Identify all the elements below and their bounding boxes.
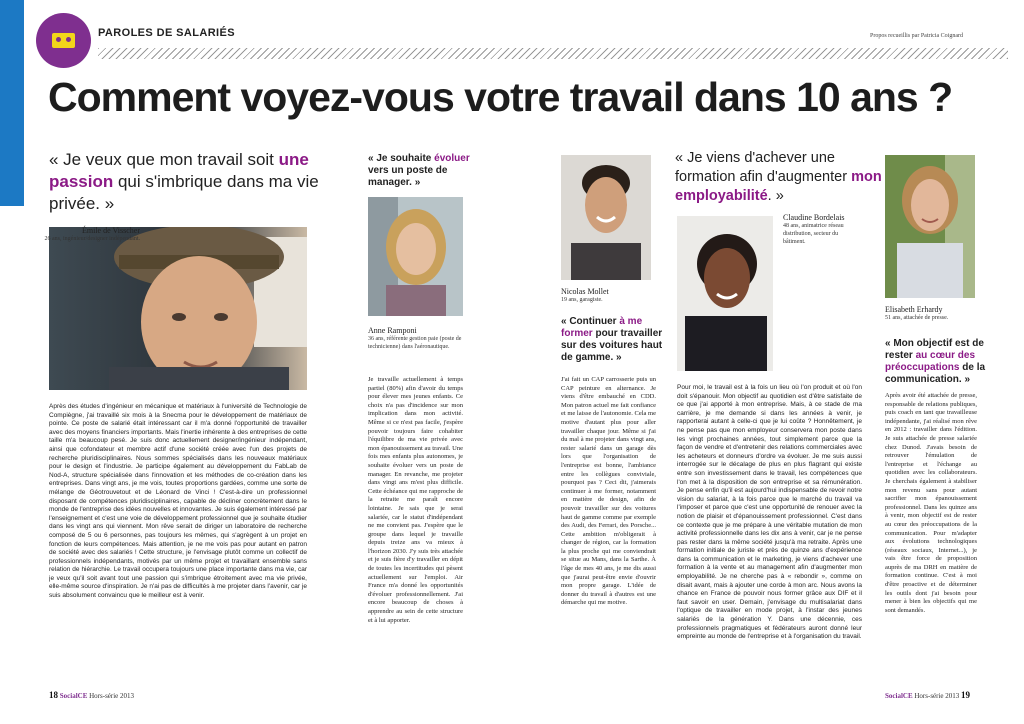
name-elisabeth: Elisabeth Erhardy (885, 305, 943, 314)
caption-emile (44, 226, 140, 243)
page-number-right: 19 (961, 690, 971, 700)
role-nicolas: 19 ans, garagiste. (561, 297, 603, 303)
caption-elisabeth (885, 305, 995, 322)
name-nicolas: Nicolas Mollet (561, 287, 609, 296)
quote-anne: « Je souhaite évoluer vers un poste de manager. » (368, 153, 470, 188)
name-emile: Émile de Visscher (81, 226, 140, 235)
credit-line: Propos recueillis par Patricia Coignard (870, 33, 963, 39)
photo-anne (368, 197, 463, 316)
caption-anne (368, 326, 478, 351)
quote-emile: « Je veux que mon travail soit une passion qui s'imbrique dans ma vie privée. » (49, 150, 319, 213)
section-badge (36, 13, 91, 68)
photo-nicolas (561, 155, 651, 280)
quote-nicolas: « Continuer à me former pour travailler sur des voitures haut de gamme. » (561, 316, 663, 363)
issue-right: Hors-série 2013 (914, 692, 960, 700)
footer-right (885, 690, 970, 700)
photo-claudine (677, 216, 773, 371)
cassette-icon (52, 33, 75, 48)
role-anne: 36 ans, référente gestion paie (poste de technicienne) dans l'aéronautique. (368, 336, 462, 350)
name-anne: Anne Ramponi (368, 326, 417, 335)
footer-left (49, 690, 134, 700)
name-claudine: Claudine Bordelais (783, 213, 845, 222)
brand-right: SocialCE (885, 692, 913, 700)
photo-emile (49, 227, 307, 390)
section-label: PAROLES DE SALARIÉS (98, 27, 235, 39)
role-elisabeth: 51 ans, attachée de presse. (885, 315, 949, 321)
quote-claudine: « Je viens d'achever une formation afin d'augmenter mon employabilité. » (675, 150, 882, 204)
issue-left: Hors-série 2013 (89, 692, 135, 700)
role-emile: 26 ans, ingénieur/designer indépendant. (44, 236, 140, 242)
body-anne: Je travaille actuellement à temps partiel (80%) afin d'avoir du temps pour élever mes jeunes enfants. Ce choix n'a pas d'incidence sur mon implication dans mon activité. Même si ce n'est pas facile, j'espère pouvoir toujours faire cohabiter l'équilibre de ma vie privée avec mon épanouissement au travail. Une fois mes enfants plus autonomes, je souhaite évoluer vers un poste de manager. En revanche, me projeter dans vingt ans m'est plus difficile. Cette échéance qui me rapproche de la retraite me paraît encore lointaine. Je sais que je serai salariée, car le statut d'indépendant ne me convient pas. J'espère que le groupe dans lequel je travaille depuis treize ans va mieux à l'horizon 2030. J'y suis très attachée et je suis fière d'y travailler en dépit de toutes les incertitudes qui pèsent actuellement sur l'emploi. Air France m'a donné les opportunités d'évoluer professionnellement. J'ai encore beaucoup de choses à apprendre au sein de cette structure et à lui apporter. (368, 376, 463, 624)
hatch-divider (98, 48, 1008, 59)
page-title: Comment voyez-vous votre travail dans 10 ans ? (48, 74, 953, 120)
quote-elisabeth: « Mon objectif est de rester au cœur des préoccupations de la communication. » (885, 338, 986, 385)
caption-nicolas (561, 287, 661, 304)
body-emile: Après des études d'ingénieur en mécanique et matériaux à l'université de Technologie de Compiègne, j'ai travaillé six mois à la Snecma pour le développement de matériaux de pointe. Ce poste de salarié était intéressant car il m'a donné l'opportunité de travailler avec des moyens financiers importants. Mais l'inertie inhérente à des entreprises de cette taille m'a beaucoup pesé. Je suis donc actuellement designer/ingénieur indépendant, ainsi que cofondateur et membre actif d'une société créée avec l'un des projets de recherche pluridisciplinaires. Nous sommes spécialisés dans les nouveaux matériaux pour le design et l'industrie. Je participe également au développement du FabLab de Nod-A, structure spécialisée dans l'innovation et les méthodes de co-création dans les entreprises. Dans vingt ans, je me vois, toutes proportions gardées, comme une sorte de mélange de Géotrouvetout et de Léonard de Vinci ! C'est-à-dire un professionnel disposant de compétences pluridisciplinaires, capable de décliner concrètement dans le monde de l'entreprise des idées nouvelles et innovantes. Je suis également intéressé par l'enseignement et c'est une voie de développement professionnel que je souhaite étudier dans les vingt ans qui viennent. Mon rêve serait de diriger un laboratoire de recherche composé de 5 ou 6 personnes, pas toujours les mêmes, qui s'agrègent à un projet en fonction de leurs compétences. Mais attention, je ne me vois pas pour autant en patron de société avec des salariés ! Cette structure, je l'envisage plutôt comme un collectif de professionnels indépendants, motivés par un même projet et travaillant ensemble sans relation de hiérarchie. Le travail occupera toujours une place importante dans ma vie, car je veux qu'il soit avant tout une passion qui s'imbrique étroitement avec ma vie privée, elle-même source d'inspiration. Je n'ai pas de difficultés à me projeter dans l'avenir, car je suis absolument convaincu que le meilleur est à venir. (49, 403, 307, 600)
body-elisabeth: Après avoir été attachée de presse, responsable de relations publiques, puis coach en tant que travailleuse indépendante, j'ai réalisé mon rêve en 2012 : travailler dans l'édition. Je suis attachée de presse salariée chez Dunod. J'avais besoin de retrouver l'émulation de l'entreprise et l'échange au quotidien avec les collaborateurs. Je cherchais également à stabiliser mon revenu sans pour autant sacrifier mon épanouissement professionnel. Dans les quinze ans à venir, mon objectif est de rester au cœur des préoccupations de la communication. Pour m'adapter aux évolutions technologiques (réseaux sociaux, Internet...), je vais être force de proposition auprès de ma DRH en matière de formation continue. C'est à moi d'être proactive et de déterminer les outils dont j'ai besoin pour mener à bien les objectifs qui me sont demandés. (885, 392, 977, 614)
body-nicolas: J'ai fait un CAP carrosserie puis un CAP peinture en alternance. Je viens d'être embauché en CDD. Mon patron actuel me fait confiance et me laisse de l'autonomie. Cela me motive d'autant plus pour aller travailler chaque jour. Même si j'ai du mal à me projeter dans vingt ans, rester salarié dans un garage dès lors que l'organisation de l'entreprise est bonne, l'ambiance entre les collègues conviviale, pourquoi pas ? Ceci dit, j'aimerais continuer à me former, notamment en matière de design, afin de pouvoir travailler sur des voitures haut de gamme comme par exemple des Audi, des Ferrari, des Porsche... Cette ambition m'obligerait à changer de région, car la formation la plus proche qui me conviendrait se situe au Mans, dans la Sarthe. À l'âge de mes 40 ans, je me dis aussi que j'aurai peut-être envie d'ouvrir mon propre garage. L'idée de donner du travail à d'autres est une démarche qui me motive. (561, 376, 656, 607)
page-number-left: 18 (49, 690, 58, 700)
brand-left: SocialCE (59, 692, 88, 700)
blue-edge-bar (0, 0, 24, 206)
body-claudine: Pour moi, le travail est à la fois un lieu où l'on produit et où l'on doit s'épanouir. Mon objectif au quotidien est d'être satisfaite de ce que j'ai apporté à mon entreprise. Mais, à ce stade de ma carrière, je me demande si dans les années à venir, je rapporterai autant à celle-ci que je lui coûte ? Honnêtement, je ne pense pas que mon employeur conservera mon poste dans les vingt prochaines années, tout simplement parce que la façon de vendre et d'entretenir des relations commerciales avec les acheteurs et donneurs d'ordre va évoluer. Je me suis aussi interrogée sur le décalage de plus en plus flagrant qui existe entre son investissement dans le travail, les compétences que l'on met à la disposition de son entreprise et sa rémunération. Je pense enfin qu'il est aujourd'hui indispensable de revoir notre vision du salariat, à la fois parce que le marché du travail va l'imposer et parce que c'est une opportunité de renouer avec la notion de plaisir et d'épanouissement professionnel. C'est dans ce contexte que je me prépare à une véritable mutation de mon activité professionnelle dans les dix ans à venir, car je ne pense pas rester dans la même société jusqu'à ma retraite. Après une formation initiale de juriste et près de quinze ans d'expérience dans la communication et le marketing, je viens d'achever une formation à la vente et au management afin d'augmenter mon employabilité. Je ne cherche pas à « rebondir », comme on disait avant, mais à ajouter une corde à mon arc. Nous avons la chance en France de pouvoir nous former grâce aux DIF et il faut savoir en user. Demain, j'envisage du multisalariat dans l'optique de travailler en mode projet, à l'instar des jeunes salariés de la génération Y. Dans une décennie, ces professionnels pragmatiques et fédérateurs auront donné leur empreinte au monde de l'entreprise et à l'organisation du travail. (677, 384, 862, 641)
caption-claudine (783, 213, 853, 246)
role-claudine: 48 ans, animatrice réseau distribution, secteur du bâtiment. (783, 223, 844, 245)
photo-elisabeth (885, 155, 975, 298)
